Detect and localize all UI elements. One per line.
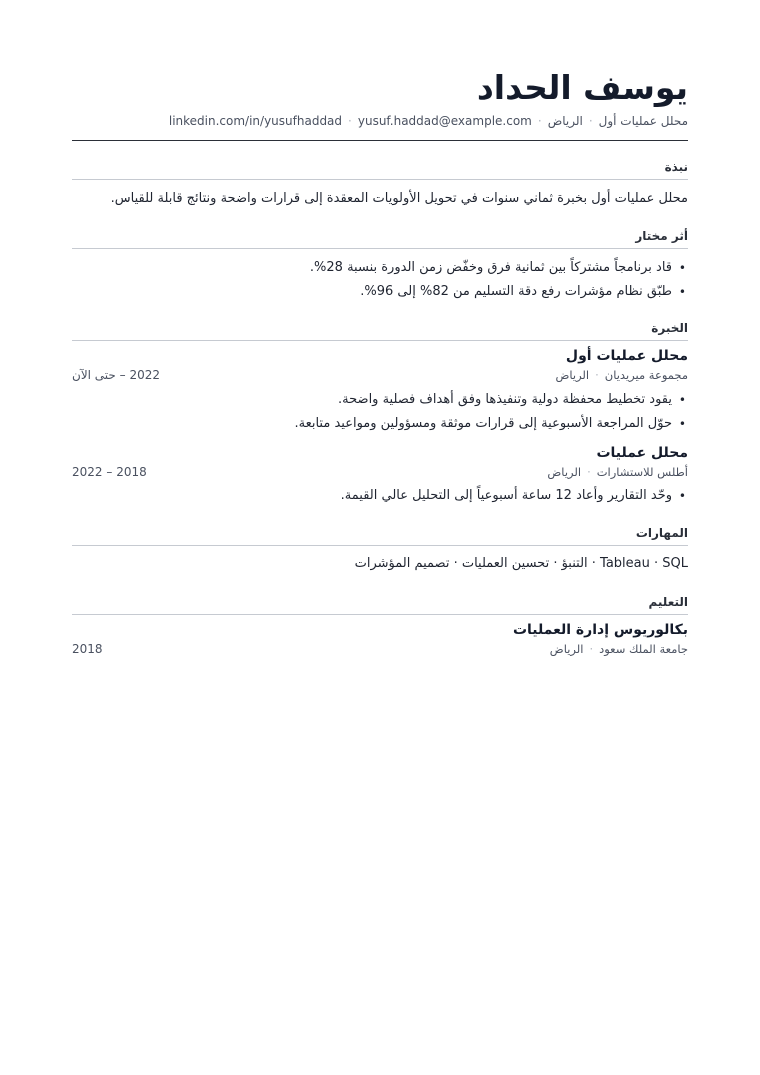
meta-separator: · xyxy=(589,642,594,656)
job-bullets xyxy=(72,388,688,436)
job-title: محلل عمليات أول xyxy=(565,348,688,364)
school-name: جامعة الملك سعود xyxy=(599,642,688,656)
contact-separator: · xyxy=(348,114,352,128)
job-bullets xyxy=(72,484,688,508)
list-item: • قاد برنامجاً مشتركاً بين ثمانية فرق وخفّض زمن الدورة بنسبة 28%. xyxy=(72,256,688,280)
degree-title: بكالوريوس إدارة العمليات xyxy=(512,622,688,638)
job-title: محلل عمليات xyxy=(596,445,688,461)
contact-separator: · xyxy=(588,114,593,128)
contact-title: محلل عمليات أول xyxy=(598,114,688,128)
section-divider xyxy=(72,248,688,249)
section-heading-education: التعليم xyxy=(648,595,688,609)
header-divider xyxy=(72,140,688,141)
section-heading-skills: المهارات xyxy=(635,526,688,540)
list-item: • يقود تخطيط محفظة دولية وتنفيذها وفق أهداف فصلية واضحة. xyxy=(72,388,688,412)
contact-location: الرياض xyxy=(547,114,583,128)
job-company-line xyxy=(555,368,688,382)
meta-separator: · xyxy=(595,368,599,382)
job-dates: 2018 – 2022 xyxy=(72,465,147,479)
list-item: • حوّل المراجعة الأسبوعية إلى قرارات موثقة ومسؤولين ومواعيد متابعة. xyxy=(72,412,688,436)
job-dates: 2022 – حتى الآن xyxy=(72,368,161,382)
section-heading-summary: نبذة xyxy=(664,160,688,174)
contact-line xyxy=(72,114,688,128)
candidate-name: يوسف الحداد xyxy=(476,68,688,107)
section-heading-impact: أثر مختار xyxy=(635,229,688,243)
section-divider xyxy=(72,179,688,180)
school-line xyxy=(550,642,688,656)
section-divider xyxy=(72,614,688,615)
section-divider xyxy=(72,545,688,546)
skills-text: Tableau · SQL · التنبؤ · تحسين العمليات · تصميم المؤشرات xyxy=(354,556,688,571)
section-heading-experience: الخبرة xyxy=(651,321,688,335)
impact-list xyxy=(72,256,688,304)
contact-email-link[interactable]: yusuf.haddad@example.com xyxy=(357,114,532,128)
job-company: أطلس للاستشارات xyxy=(596,465,688,479)
list-item: • طبّق نظام مؤشرات رفع دقة التسليم من 82% إلى 96%. xyxy=(72,280,688,304)
contact-linkedin-link[interactable]: linkedin.com/in/yusufhaddad xyxy=(168,114,343,128)
meta-separator: · xyxy=(587,465,591,479)
summary-text: محلل عمليات أول بخبرة ثماني سنوات في تحويل الأولويات المعقدة إلى قرارات واضحة ونتائج قابلة للقياس. xyxy=(110,191,688,206)
job-location: الرياض xyxy=(555,368,590,382)
job-company: مجموعة ميريديان xyxy=(604,368,688,382)
job-company-line xyxy=(547,465,688,479)
section-divider xyxy=(72,340,688,341)
graduation-year: 2018 xyxy=(72,642,103,656)
job-location: الرياض xyxy=(547,465,582,479)
list-item: • وحّد التقارير وأعاد 12 ساعة أسبوعياً إلى التحليل عالي القيمة. xyxy=(72,484,688,508)
contact-separator: · xyxy=(537,114,542,128)
school-location: الرياض xyxy=(549,642,584,656)
